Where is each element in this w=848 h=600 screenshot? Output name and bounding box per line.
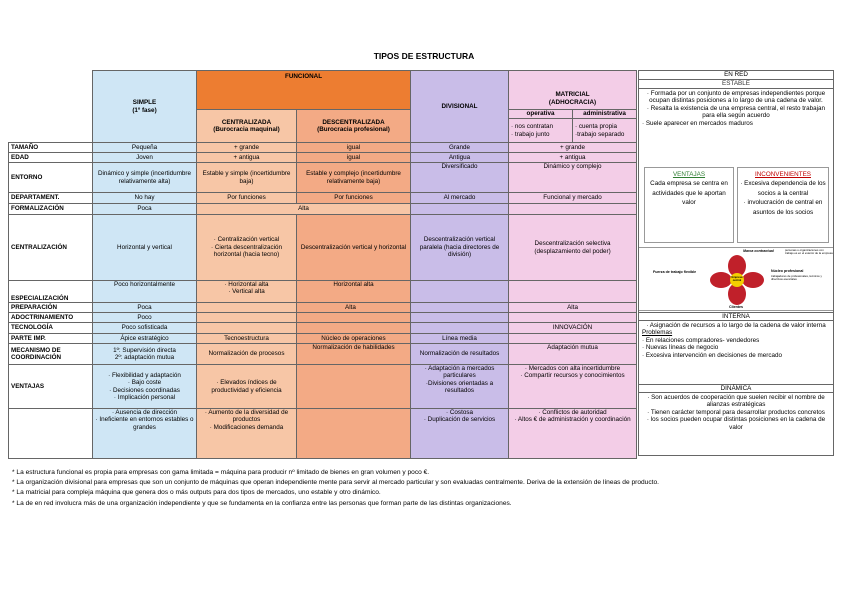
inconvenientes-title: INCONVENIENTES [755,171,811,178]
cell: · Adaptación a mercados particulares ·Divisiones orientadas a resultados [411,365,509,409]
dinamica-list [639,394,833,431]
cell: Dinámico y complejo [509,163,637,193]
cell: Funcional y mercado [509,193,637,204]
cell: Grande [411,143,509,153]
cell: Horizontal y vertical [93,215,197,281]
cell [297,313,411,323]
estable-header: ESTABLE [639,80,833,89]
cell: Estable y simple (incertidumbre baja) [197,163,297,193]
header-funcional: FUNCIONAL [197,71,411,110]
cell: + antigua [509,153,637,163]
cell: Poca [93,204,197,215]
cell: Joven [93,153,197,163]
cell [297,323,411,334]
cell: Normalización de resultados [411,344,509,365]
cell: Horizontal alta [297,281,411,303]
cell: Normalización de procesos [197,344,297,365]
cell [197,323,297,334]
row-label-edad: EDAD [9,153,93,163]
diagram-right-small: trabajadores de profesionales, técnicos y directivos esenciales [771,274,822,281]
en-red-inconvenientes-box [737,167,829,243]
cell: · Centralización vertical · Cierta descentralización horizontal (hacia tecno) [197,215,297,281]
cell: igual [297,143,411,153]
cell: No hay [93,193,197,204]
cell [197,303,297,313]
list-item: · Excesiva dependencia de los socios a la central [740,180,826,197]
interna-header: INTERNA [639,312,833,321]
diagram-center-label: Empresa central [731,276,743,282]
row-label-parte-imp: PARTE IMP. [9,334,93,344]
cell: INNOVACIÓN [509,323,637,334]
cell [411,303,509,313]
cell: · Aumento de la diversidad de productos · Modificaciones demanda [197,409,297,459]
diagram-top-small: personas u organizaciones con trabajo es en el exterior de la empresa [785,248,833,255]
administrativa-items: · cuenta propia ·trabajo separado [573,119,637,143]
network-diagram [639,247,833,311]
cell: Línea media [411,334,509,344]
row-label-tecnologia: TECNOLOGÍA [9,323,93,334]
cell: Poca [93,303,197,313]
row-label-departament: DEPARTAMENT. [9,193,93,204]
cell: Poco sofisticada [93,323,197,334]
cell: Ápice estratégico [93,334,197,344]
estable-list [639,90,833,127]
cell: igual [297,153,411,163]
header-descentralizada: DESCENTRALIZADA (Burocracia profesional) [297,110,411,143]
list-item: · Nuevas líneas de negocio [642,344,719,352]
cell: + grande [509,143,637,153]
cell: Descentralización selectiva (desplazamiento del poder) [509,215,637,281]
cell: · Costosa · Duplicación de servicios [411,409,509,459]
footnote: * La matricial para compleja máquina que genera dos o más outputs para dos tipos de mercados, uno estable y otro dinámico. [12,489,381,497]
diagram-left-label: Fuerza de trabajo flexible [653,270,697,274]
cell: Poco horizontalmente [93,281,197,303]
list-item: · los socios pueden ocupar distintas posiciones en la cadena de valor [646,416,826,431]
cell [411,281,509,303]
footnote: * La organización divisional para empresas que son un conjunto de máquinas que operan independiente mente para servir al mercado particular y son evaluadas centralmente. Deriva de la extensión de líneas de producto. [12,479,659,487]
row-label-mecanismo: MECANISMO DE COORDINACIÓN [9,344,93,365]
row-label-ventajas: VENTAJAS [9,365,93,409]
structure-table [8,70,637,459]
cell: Antigua [411,153,509,163]
cell [297,365,411,409]
header-administrativa: administrativa [573,110,637,119]
cell [509,313,637,323]
cell [411,323,509,334]
row-label-adoctrinamiento: ADOCTRINAMIENTO [9,313,93,323]
footnote: * La de en red involucra más de una organización independiente y que se fundamenta en la confianza entre las personas que forman parte de las distintas organizaciones. [12,499,512,507]
cell: Tecnoestructura [197,334,297,344]
row-label-preparacion: PREPARACIÓN [9,303,93,313]
operativa-items: · nos contratan · trabajo junto [509,119,573,143]
list-item: · Formada por un conjunto de empresas independientes porque ocupan distintas posiciones a lo largo de una cadena de valor. [646,90,826,105]
cell: Descentralización vertical paralela (hacia directores de división) [411,215,509,281]
cell: Por funciones [297,193,411,204]
cell: Poco [93,313,197,323]
header-divisional: DIVISIONAL [411,71,509,143]
cell: Pequeña [93,143,197,153]
cell [509,281,637,303]
cell [509,334,637,344]
problemas-title: Problemas [642,329,673,337]
row-label-formalizacion: FORMALIZACIÓN [9,204,93,215]
cell: + antigua [197,153,297,163]
cell: 1º: Supervisión directa 2º: adaptación mutua [93,344,197,365]
cell: · Horizontal alta · Vertical alta [197,281,297,303]
cell: · Conflictos de autoridad · Altos € de administración y coordinación [509,409,637,459]
list-item: · Son acuerdos de cooperación que suelen recibir el nombre de alianzas estratégicas [647,394,825,409]
list-item: · Resalta la existencia de una empresa central, el resto trabajan para ella según acuerdo [646,104,826,120]
row-label-inconvenientes: INCONVENIENTES [9,409,93,459]
cell [509,204,637,215]
cell [411,204,509,215]
header-matricial: MATRICIAL (ADHOCRACIA) [509,71,637,110]
cell: Descentralización vertical y horizontal [297,215,411,281]
cell: Alta [297,303,411,313]
diagram-top-label: Marca contractual [743,249,774,253]
en-red-panel [638,70,834,456]
cell: Normalización de habilidades [297,344,411,365]
footnotes [12,468,842,509]
cell [197,313,297,323]
row-label-especializacion: ESPECIALIZACIÓN [9,281,93,303]
cell: Adaptación mutua [509,344,637,365]
ventajas-title: VENTAJAS [672,171,706,178]
cell: Al mercado [411,193,509,204]
row-label-centralizacion: CENTRALIZACIÓN [9,215,93,281]
cell: + grande [197,143,297,153]
cell: Dinámico y simple (incertidumbre relativamente alta) [93,163,197,193]
ventajas-text: Cada empresa se centra en actividades que le aportan valor [650,180,728,207]
row-label-entorno: ENTORNO [9,163,93,193]
list-item: · En relaciones compradores- vendedores [642,336,760,344]
row-label-tamano: TAMAÑO [9,143,93,153]
en-red-title: EN RED [639,71,833,80]
cell: · Ausencia de dirección · Ineficiente en entornos estables o grandes [93,409,197,459]
cell: Alta [197,204,411,215]
list-item: · involucración de central en asuntos de los socios [743,199,823,216]
cell: · Flexibilidad y adaptación · Bajo coste · Decisiones coordinadas · Implicación personal [93,365,197,409]
cell: Estable y complejo (incertidumbre relativamente baja) [297,163,411,193]
list-item: · Suele aparecer en mercados maduros [642,119,753,127]
header-centralizada: CENTRALIZADA (Burocracia maquinal) [197,110,297,143]
list-item: · Tienen carácter temporal para desarrollar productos concretos [647,408,825,416]
dinamica-header: DINÁMICA [639,384,833,393]
cell: · Mercados con alta incertidumbre · Compartir recursos y conocimientos [509,365,637,409]
cell: · Elevados índices de productividad y eficiencia [197,365,297,409]
en-red-ventajas-box [644,167,734,243]
header-simple: SIMPLE (1º fase) [93,71,197,143]
cell: Núcleo de operaciones [297,334,411,344]
header-operativa: operativa [509,110,573,119]
diagram-right-label: Núcleo profesional [771,269,804,273]
diagram-bottom-label: Clientes [729,305,743,309]
list-item: · Excesiva intervención en decisiones de mercado [642,351,783,359]
footnote: * La estructura funcional es propia para empresas con gama limitada = máquina para producir nº limitado de bienes en gran volumen y poco €. [12,469,430,476]
cell: Alta [509,303,637,313]
cell: Por funciones [197,193,297,204]
cell [297,409,411,459]
page-title: TIPOS DE ESTRUCTURA [373,51,475,61]
cell: Diversificado [411,163,509,193]
cell [411,313,509,323]
list-item: · Asignación de recursos a lo largo de la cadena de valor interna [646,322,826,329]
interna-list [639,322,833,359]
